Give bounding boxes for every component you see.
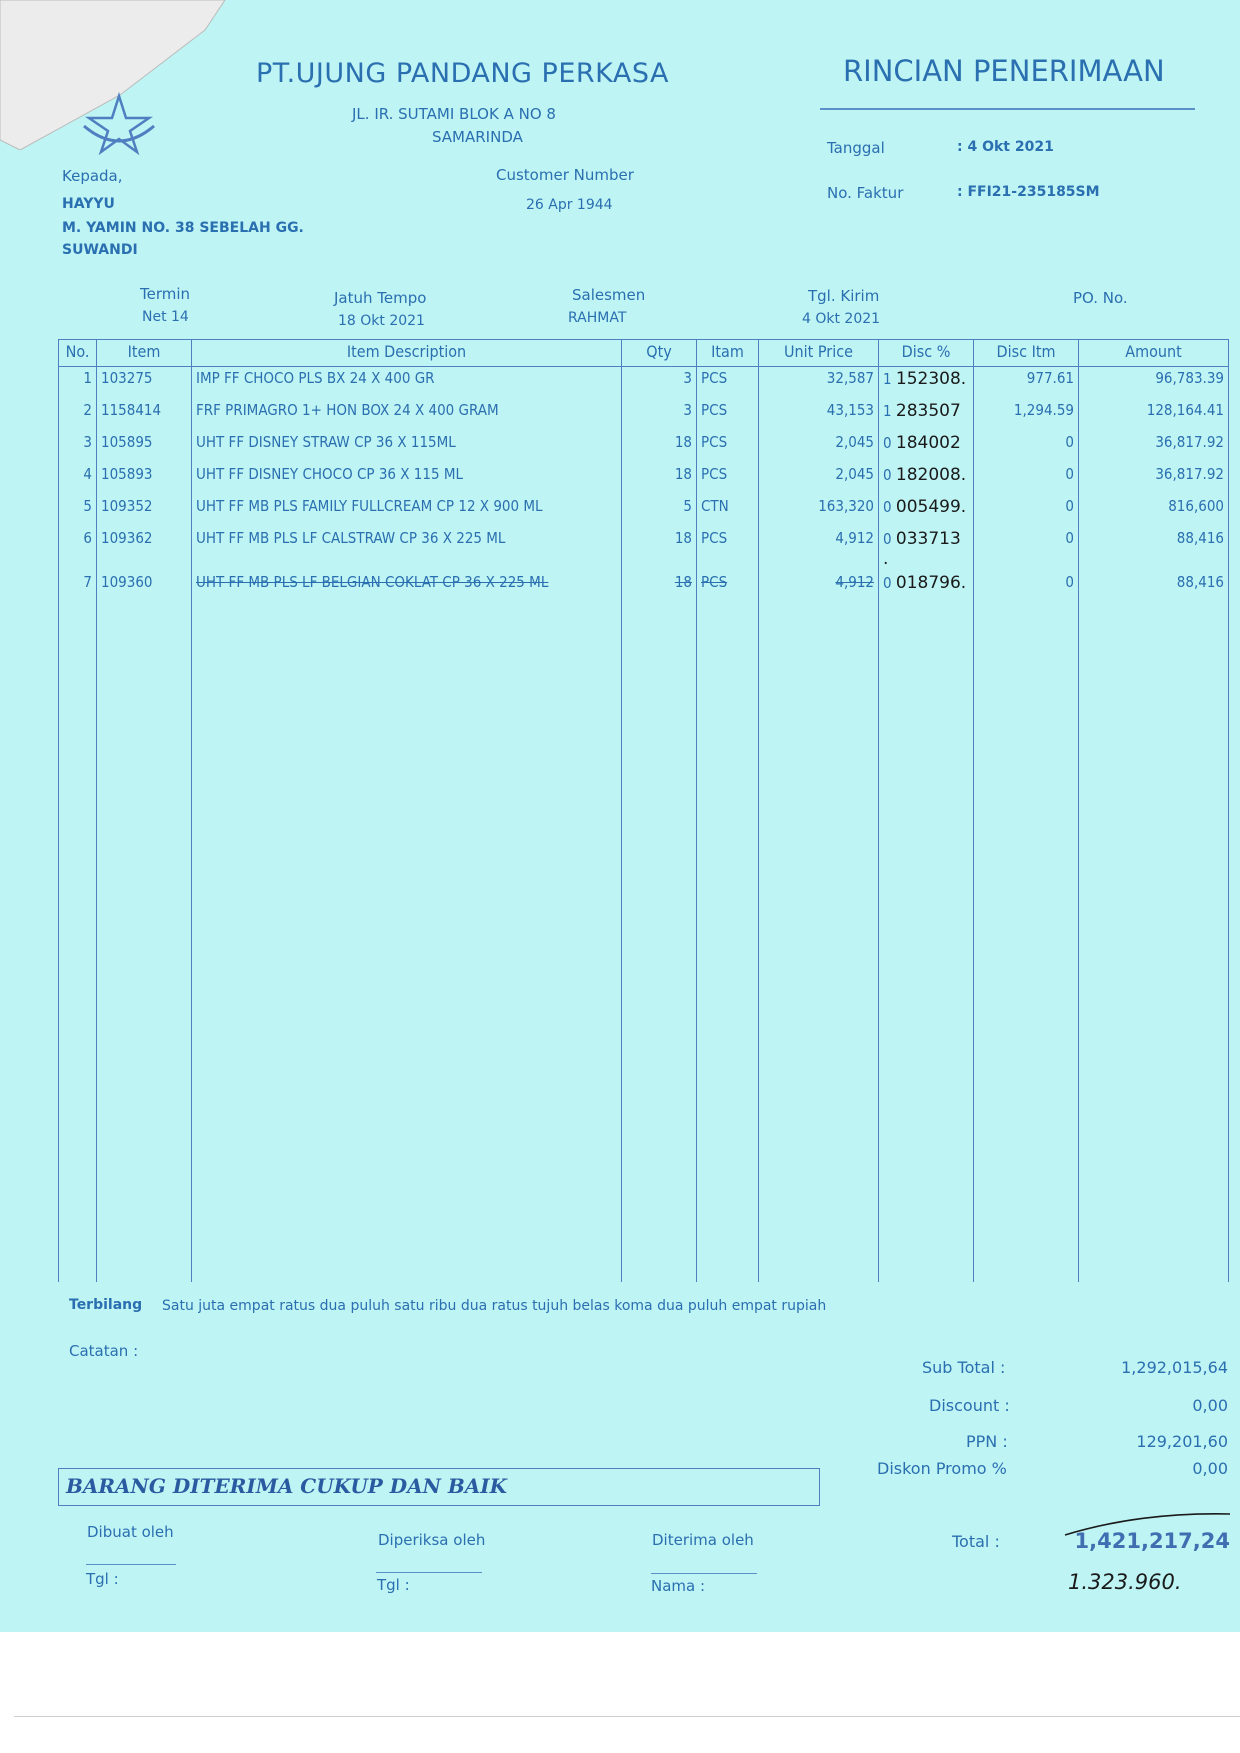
row-qty: 18 — [622, 431, 697, 463]
due-date-value: 18 Okt 2021 — [338, 313, 425, 329]
row-amount: 816,600 — [1079, 495, 1229, 527]
table-row — [59, 431, 1229, 463]
col-disc-pct: Disc % — [879, 340, 974, 367]
row-disc-pct: 1 — [883, 370, 892, 388]
customer-number: 26 Apr 1944 — [526, 197, 613, 213]
row-disc-pct: 0 — [883, 530, 892, 548]
termin-value: Net 14 — [142, 309, 189, 325]
made-by-label: Dibuat oleh — [87, 1523, 174, 1541]
table-row — [59, 463, 1229, 495]
row-amount: 88,416 — [1079, 527, 1229, 571]
row-unit-price: 4,912 — [759, 527, 879, 571]
row-unit-price: 2,045 — [759, 463, 879, 495]
col-disc-itm: Disc Itm — [974, 340, 1079, 367]
empty-cell — [759, 603, 879, 1282]
row-description: UHT FF MB PLS LF CALSTRAW CP 36 X 225 ML — [192, 527, 622, 571]
due-date-label: Jatuh Tempo — [334, 289, 427, 307]
total-value: 1,421,217,24 — [1074, 1529, 1230, 1553]
table-row — [59, 367, 1229, 400]
row-qty: 18 — [622, 571, 697, 603]
row-item-code: 1158414 — [97, 399, 192, 431]
empty-cell — [97, 603, 192, 1282]
ppn-value: 129,201,60 — [1136, 1432, 1228, 1451]
row-amount: 128,164.41 — [1079, 399, 1229, 431]
row-qty: 3 — [622, 367, 697, 400]
row-handwritten-note: 033713 . — [883, 529, 961, 569]
row-disc-itm: 0 — [974, 495, 1079, 527]
page-bottom-line — [14, 1716, 1240, 1717]
row-handwritten-note: 018796. — [895, 573, 967, 593]
row-unit: PCS — [697, 431, 759, 463]
row-unit: CTN — [697, 495, 759, 527]
row-disc-itm: 0 — [974, 527, 1079, 571]
table-row — [59, 527, 1229, 571]
words-label: Terbilang — [69, 1297, 143, 1313]
row-description: UHT FF DISNEY STRAW CP 36 X 115ML — [192, 431, 622, 463]
row-disc-cell — [879, 367, 974, 400]
row-item-code: 109362 — [97, 527, 192, 571]
row-amount: 36,817.92 — [1079, 431, 1229, 463]
subtotal-label: Sub Total : — [922, 1358, 1006, 1377]
row-item-code: 103275 — [97, 367, 192, 400]
table-row — [59, 495, 1229, 527]
empty-cell — [879, 603, 974, 1282]
col-unit-price: Unit Price — [759, 340, 879, 367]
row-description: FRF PRIMAGRO 1+ HON BOX 24 X 400 GRAM — [192, 399, 622, 431]
col-description: Item Description — [192, 340, 622, 367]
empty-cell — [59, 603, 97, 1282]
col-unit: Itam — [697, 340, 759, 367]
promo-value: 0,00 — [1192, 1459, 1228, 1478]
invoice-number: : FFI21-235185SM — [957, 184, 1100, 200]
row-unit-price: 163,320 — [759, 495, 879, 527]
ppn-label: PPN : — [966, 1432, 1008, 1451]
row-disc-cell — [879, 463, 974, 495]
customer-name: HAYYU — [62, 196, 115, 212]
row-description: IMP FF CHOCO PLS BX 24 X 400 GR — [192, 367, 622, 400]
row-unit: PCS — [697, 571, 759, 603]
to-label: Kepada, — [62, 167, 123, 185]
row-handwritten-note: 182008. — [895, 465, 967, 485]
checked-by-label: Diperiksa oleh — [378, 1531, 486, 1549]
row-no: 5 — [59, 495, 97, 527]
row-item-code: 109352 — [97, 495, 192, 527]
row-disc-cell — [879, 571, 974, 603]
company-name: PT.UJUNG PANDANG PERKASA — [256, 58, 669, 89]
date-label: Tanggal — [827, 139, 885, 157]
company-logo-icon — [74, 86, 164, 156]
col-no: No. — [59, 340, 97, 367]
row-disc-cell — [879, 495, 974, 527]
row-disc-pct: 0 — [883, 498, 892, 516]
row-no: 6 — [59, 527, 97, 571]
col-qty: Qty — [622, 340, 697, 367]
po-number-label: PO. No. — [1073, 289, 1128, 307]
row-disc-cell — [879, 431, 974, 463]
row-amount: 88,416 — [1079, 571, 1229, 603]
notes-label: Catatan : — [69, 1342, 139, 1360]
subtotal-value: 1,292,015,64 — [1121, 1358, 1228, 1377]
table-empty-area — [59, 603, 1229, 1282]
row-disc-cell — [879, 527, 974, 571]
row-handwritten-note: 283507 — [895, 401, 961, 421]
row-unit: PCS — [697, 399, 759, 431]
amount-in-words: Satu juta empat ratus dua puluh satu ribu dua ratus tujuh belas koma dua puluh empat rupiah — [162, 1298, 827, 1314]
row-description: UHT FF DISNEY CHOCO CP 36 X 115 ML — [192, 463, 622, 495]
items-table — [58, 339, 1229, 1282]
total-label: Total : — [952, 1532, 1000, 1551]
row-item-code: 105895 — [97, 431, 192, 463]
row-disc-pct: 0 — [883, 434, 892, 452]
made-by-line — [86, 1564, 176, 1565]
date-value: : 4 Okt 2021 — [957, 139, 1054, 155]
row-no: 4 — [59, 463, 97, 495]
row-unit-price: 2,045 — [759, 431, 879, 463]
ship-date-value: 4 Okt 2021 — [802, 311, 881, 327]
empty-cell — [1079, 603, 1229, 1282]
received-by-line — [651, 1573, 757, 1574]
row-disc-pct: 0 — [883, 574, 892, 592]
row-disc-pct: 1 — [883, 402, 892, 420]
table-row — [59, 571, 1229, 603]
empty-cell — [697, 603, 759, 1282]
title-underline — [820, 108, 1195, 110]
customer-address2: SUWANDI — [62, 242, 138, 258]
empty-cell — [192, 603, 622, 1282]
row-item-code: 109360 — [97, 571, 192, 603]
row-qty: 5 — [622, 495, 697, 527]
customer-number-label: Customer Number — [496, 166, 634, 184]
salesman-label: Salesmen — [572, 286, 646, 304]
row-no: 2 — [59, 399, 97, 431]
row-unit: PCS — [697, 463, 759, 495]
empty-cell — [622, 603, 697, 1282]
row-amount: 36,817.92 — [1079, 463, 1229, 495]
row-disc-cell — [879, 399, 974, 431]
row-no: 3 — [59, 431, 97, 463]
row-disc-itm: 0 — [974, 431, 1079, 463]
empty-cell — [974, 603, 1079, 1282]
row-qty: 3 — [622, 399, 697, 431]
invoice-label: No. Faktur — [827, 184, 904, 202]
company-address-line1: JL. IR. SUTAMI BLOK A NO 8 — [352, 105, 556, 123]
row-qty: 18 — [622, 527, 697, 571]
received-by-name-label: Nama : — [651, 1577, 706, 1595]
company-address-line2: SAMARINDA — [432, 128, 523, 146]
row-amount: 96,783.39 — [1079, 367, 1229, 400]
row-handwritten-note: 005499. — [895, 497, 967, 517]
handwritten-stroke-icon — [1060, 1510, 1235, 1540]
discount-label: Discount : — [929, 1396, 1010, 1415]
checked-by-line — [376, 1572, 482, 1573]
termin-label: Termin — [140, 285, 191, 303]
col-amount: Amount — [1079, 340, 1229, 367]
row-unit-price: 43,153 — [759, 399, 879, 431]
received-by-label: Diterima oleh — [652, 1531, 754, 1549]
col-item: Item — [97, 340, 192, 367]
row-no: 1 — [59, 367, 97, 400]
document-title: RINCIAN PENERIMAAN — [843, 54, 1165, 88]
row-handwritten-note: 152308. — [895, 369, 967, 389]
discount-value: 0,00 — [1192, 1396, 1228, 1415]
row-description: UHT FF MB PLS FAMILY FULLCREAM CP 12 X 900 ML — [192, 495, 622, 527]
row-disc-itm: 0 — [974, 571, 1079, 603]
row-disc-itm: 977.61 — [974, 367, 1079, 400]
customer-address1: M. YAMIN NO. 38 SEBELAH GG. — [62, 220, 304, 236]
checked-by-date-label: Tgl : — [377, 1576, 410, 1594]
row-unit-price: 4,912 — [759, 571, 879, 603]
row-unit: PCS — [697, 527, 759, 571]
row-qty: 18 — [622, 463, 697, 495]
row-item-code: 105893 — [97, 463, 192, 495]
row-no: 7 — [59, 571, 97, 603]
made-by-date-label: Tgl : — [86, 1570, 119, 1588]
handwritten-total: 1.323.960. — [1068, 1570, 1182, 1594]
row-unit: PCS — [697, 367, 759, 400]
row-description: UHT FF MB PLS LF BELGIAN COKLAT CP 36 X 225 ML — [192, 571, 622, 603]
row-disc-itm: 1,294.59 — [974, 399, 1079, 431]
table-header-row — [59, 340, 1229, 367]
ship-date-label: Tgl. Kirim — [808, 287, 880, 305]
row-disc-pct: 0 — [883, 466, 892, 484]
table-row — [59, 399, 1229, 431]
promo-label: Diskon Promo % — [877, 1459, 1007, 1478]
salesman-value: RAHMAT — [568, 310, 627, 326]
row-disc-itm: 0 — [974, 463, 1079, 495]
row-handwritten-note: 184002 — [895, 433, 961, 453]
received-note: BARANG DITERIMA CUKUP DAN BAIK — [66, 1474, 508, 1498]
row-unit-price: 32,587 — [759, 367, 879, 400]
